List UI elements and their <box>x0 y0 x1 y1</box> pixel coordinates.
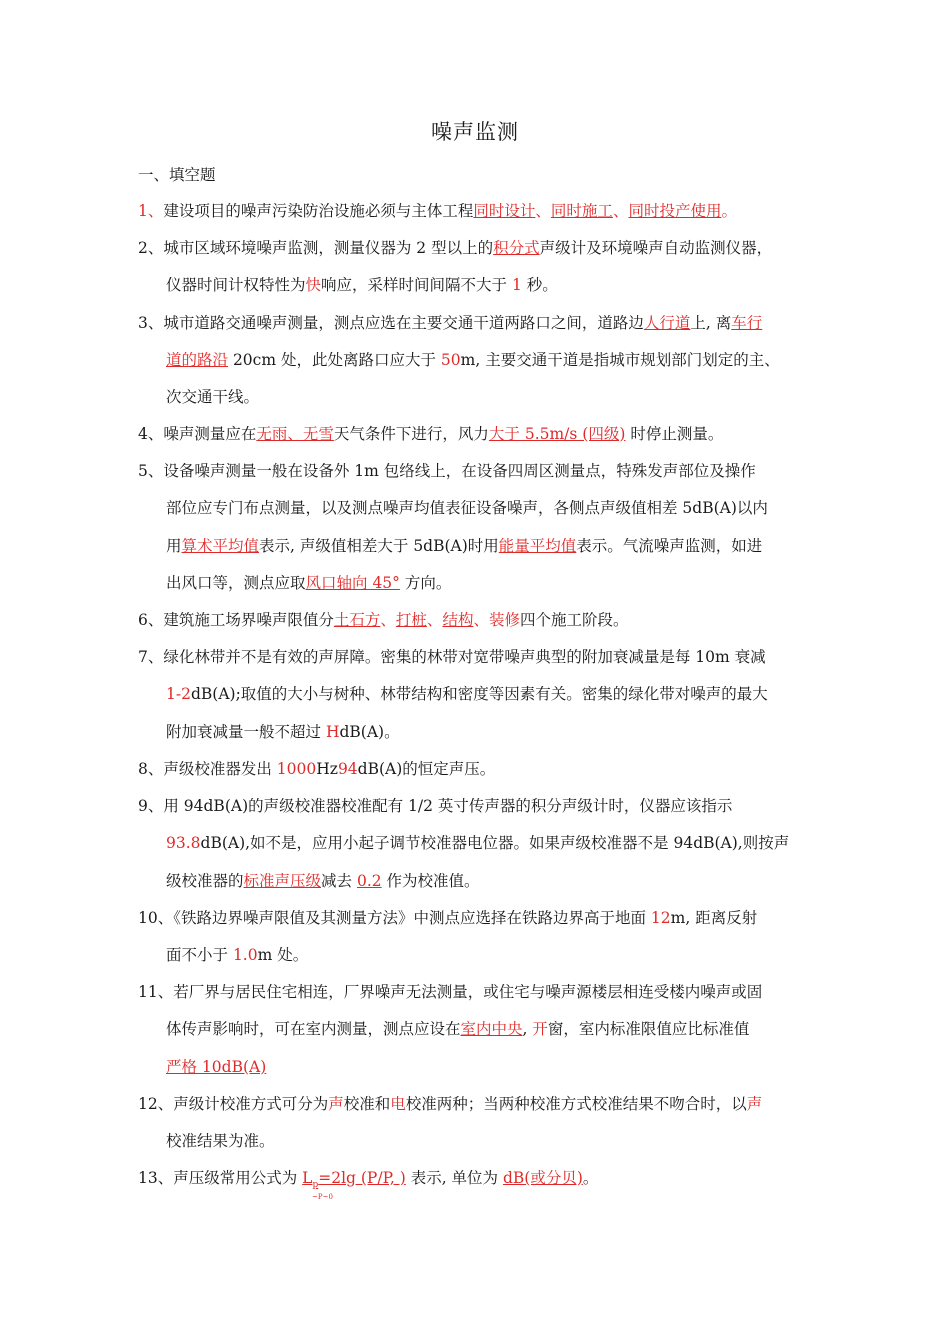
section-heading: 一、填空题 <box>138 166 216 184</box>
answer-text: 声 <box>328 1095 344 1113</box>
text-segment: m 处。 <box>257 946 309 964</box>
answer-text: 道的路沿 <box>166 351 229 369</box>
answer-text: 、 <box>426 611 443 629</box>
answer-text: p <box>312 1180 319 1191</box>
text-segment: 秒。 <box>521 276 558 294</box>
answer-text: H <box>325 723 340 741</box>
text-line <box>166 1018 749 1040</box>
text-segment: 时停止测量。 <box>625 425 724 443</box>
answer-text: 1 <box>511 276 522 294</box>
text-line <box>138 1093 762 1115</box>
text-line <box>138 907 757 929</box>
text-line <box>166 274 558 296</box>
text-segment: 4、噪声测量应在 <box>138 425 257 443</box>
text-segment: 13、声压级常用公式为 <box>138 1169 303 1187</box>
text-segment: 面不小于 <box>166 946 233 964</box>
answer-text: 1000 <box>276 760 317 778</box>
text-segment: 7、绿化林带并不是有效的声屏障。密集的林带对宽带噪声典型的附加衰减量是每 10m 衰减 <box>138 648 766 666</box>
answer-text: 土石方 <box>333 611 381 629</box>
text-line <box>138 200 737 222</box>
text-segment: 出风口等，测点应取 <box>166 574 306 592</box>
answer-text: 打桩 <box>395 611 427 629</box>
answer-text: 装修 <box>488 611 520 629</box>
text-segment: dB(A)的恒定声压。 <box>357 760 496 778</box>
answer-text: 积分式 <box>493 239 540 257</box>
answer-text: 严格 10dB(A) <box>166 1058 267 1076</box>
text-segment: 3、城市道路交通噪声测量，测点应选在主要交通干道两路口之间，道路边 <box>138 314 644 332</box>
text-segment: 校准两种；当两种校准方式校准结果不吻合时，以 <box>405 1095 747 1113</box>
text-line <box>166 349 780 371</box>
answer-text: 同时设计 <box>473 202 536 220</box>
answer-text: 车行 <box>731 314 763 332</box>
text-line <box>166 535 762 557</box>
text-line <box>138 795 732 817</box>
text-segment: 表示。气流噪声监测，如进 <box>576 537 763 555</box>
text-line <box>166 944 308 966</box>
text-segment: 作为校准值。 <box>381 872 480 890</box>
answer-text: 算术平均值 <box>181 537 260 555</box>
text-segment: dB(A);取值的大小与树种、林带结构和密度等因素有关。密集的绿化带对噪声的最大 <box>190 685 768 703</box>
text-line <box>166 386 259 408</box>
text-segment: 四个施工阶段。 <box>519 611 629 629</box>
text-segment: 用 <box>166 537 182 555</box>
text-segment: 级校准器的 <box>166 872 244 890</box>
text-line <box>138 981 762 1003</box>
text-segment: 方向。 <box>399 574 452 592</box>
text-segment: 校准和 <box>343 1095 391 1113</box>
answer-text: 。 <box>721 202 737 220</box>
answer-text: 结构 <box>442 611 474 629</box>
answer-text: =2lg (P/P, ) <box>318 1169 406 1187</box>
answer-text: 无雨、无雪 <box>256 425 334 443</box>
text-segment: 6、建筑施工场界噪声限值分 <box>138 611 334 629</box>
answer-text: 快 <box>305 276 322 294</box>
text-segment: 。 <box>582 1169 599 1187</box>
text-segment: dB(A)。 <box>339 723 400 741</box>
answer-text: 室内中央 <box>460 1020 523 1038</box>
text-line <box>138 423 723 445</box>
text-segment: 12、声级计校准方式可分为 <box>138 1095 329 1113</box>
answer-text: 同时施工 <box>550 202 613 220</box>
answer-text: 风口轴向 45° <box>305 574 400 592</box>
answer-text: 开 <box>532 1020 548 1038</box>
text-segment: 2、城市区域环境噪声监测，测量仪器为 2 型以上的 <box>138 239 494 257</box>
answer-text: 同时投产使用 <box>628 202 722 220</box>
text-line <box>166 683 768 705</box>
answer-text: 、 <box>380 611 396 629</box>
answer-text: 人行道 <box>643 314 691 332</box>
answer-text: dB(或分贝) <box>502 1169 583 1187</box>
text-segment: 建设项目的噪声污染防治设施必须与主体工程 <box>163 202 474 220</box>
text-segment: 9、用 94dB(A)的声级校准器校准配有 1/2 英寸传声器的积分声级计时，仪器应该指示 <box>138 797 733 815</box>
text-segment: 次交通干线。 <box>166 388 260 406</box>
answer-text: 能量平均值 <box>498 537 577 555</box>
answer-text: 大于 5.5m/s (四级) <box>488 425 626 443</box>
text-segment: 声级计及环境噪声自动监测仪器， <box>539 239 773 257</box>
text-line <box>166 721 400 743</box>
answer-text: 1.0 <box>232 946 258 964</box>
answer-text: 50 <box>440 351 461 369</box>
text-line <box>166 1130 275 1152</box>
answer-text: 0.2 <box>356 872 382 890</box>
text-line <box>138 460 756 482</box>
text-line <box>138 237 772 259</box>
text-segment: 附加衰减量一般不超过 <box>166 723 326 741</box>
text-segment: 20cm 处，此处离路口应大于 <box>228 351 441 369</box>
text-segment: Hz <box>316 760 338 778</box>
text-segment: 表示, 声级值相差大于 5dB(A)时用 <box>259 537 499 555</box>
text-line <box>138 1167 598 1196</box>
formula-subscript: ~P~0 <box>312 1193 333 1201</box>
answer-text: 、 <box>535 202 551 220</box>
text-line <box>166 832 789 854</box>
text-segment: 11、若厂界与居民住宅相连，厂界噪声无法测量，或住宅与噪声源楼层相连受楼内噪声或固 <box>138 983 763 1001</box>
answer-text: L <box>302 1169 313 1187</box>
text-line <box>166 497 768 519</box>
text-segment: m, 主要交通干道是指城市规划部门划定的主、 <box>460 351 780 369</box>
text-segment: 5、设备噪声测量一般在设备外 1m 包络线上，在设备四周区测量点，特殊发声部位及操作 <box>138 462 756 480</box>
text-line <box>138 609 629 631</box>
page-title: 噪声监测 <box>431 120 519 144</box>
text-segment: 减去 <box>321 872 357 890</box>
answer-text: 标准声压级 <box>243 872 322 890</box>
text-segment: 仪器时间计权特性为 <box>166 276 306 294</box>
answer-text: 1、 <box>138 202 164 220</box>
answer-text: 1-2 <box>166 685 191 703</box>
answer-text: 、 <box>473 611 489 629</box>
text-segment: 部位应专门布点测量，以及测点噪声均值表征设备噪声，各侧点声级值相差 5dB(A)以内 <box>166 499 768 517</box>
answer-text: 声 <box>746 1095 763 1113</box>
text-segment: 10、《铁路边界噪声限值及其测量方法》中测点应选择在铁路边界高于地面 <box>138 909 651 927</box>
text-segment: 上, 离 <box>690 314 732 332</box>
text-line <box>138 646 766 668</box>
text-line <box>138 758 495 780</box>
answer-text: 93.8 <box>166 834 201 852</box>
text-line <box>138 312 762 334</box>
text-segment: m, 距离反射 <box>670 909 758 927</box>
answer-text: 94 <box>337 760 358 778</box>
text-line <box>166 1056 266 1078</box>
text-line <box>166 870 480 892</box>
text-segment: 校准结果为准。 <box>166 1132 275 1150</box>
text-segment: 体传声影响时，可在室内测量，测点应设在 <box>166 1020 461 1038</box>
text-line <box>166 572 451 594</box>
text-segment: dB(A),如不是，应用小起子调节校准器电位器。如果声级校准器不是 94dB(A),则按声 <box>200 834 790 852</box>
text-segment: 8、声级校准器发出 <box>138 760 277 778</box>
answer-text: 电 <box>390 1095 406 1113</box>
answer-text: 、 <box>612 202 629 220</box>
text-segment: 窗，室内标准限值应比标准值 <box>547 1020 750 1038</box>
answer-text: 12 <box>650 909 671 927</box>
text-segment: 天气条件下进行，风力 <box>333 425 489 443</box>
text-segment: 响应，采样时间间隔不大于 <box>321 276 512 294</box>
text-segment: 表示, 单位为 <box>405 1169 503 1187</box>
text-segment: , <box>522 1020 533 1038</box>
